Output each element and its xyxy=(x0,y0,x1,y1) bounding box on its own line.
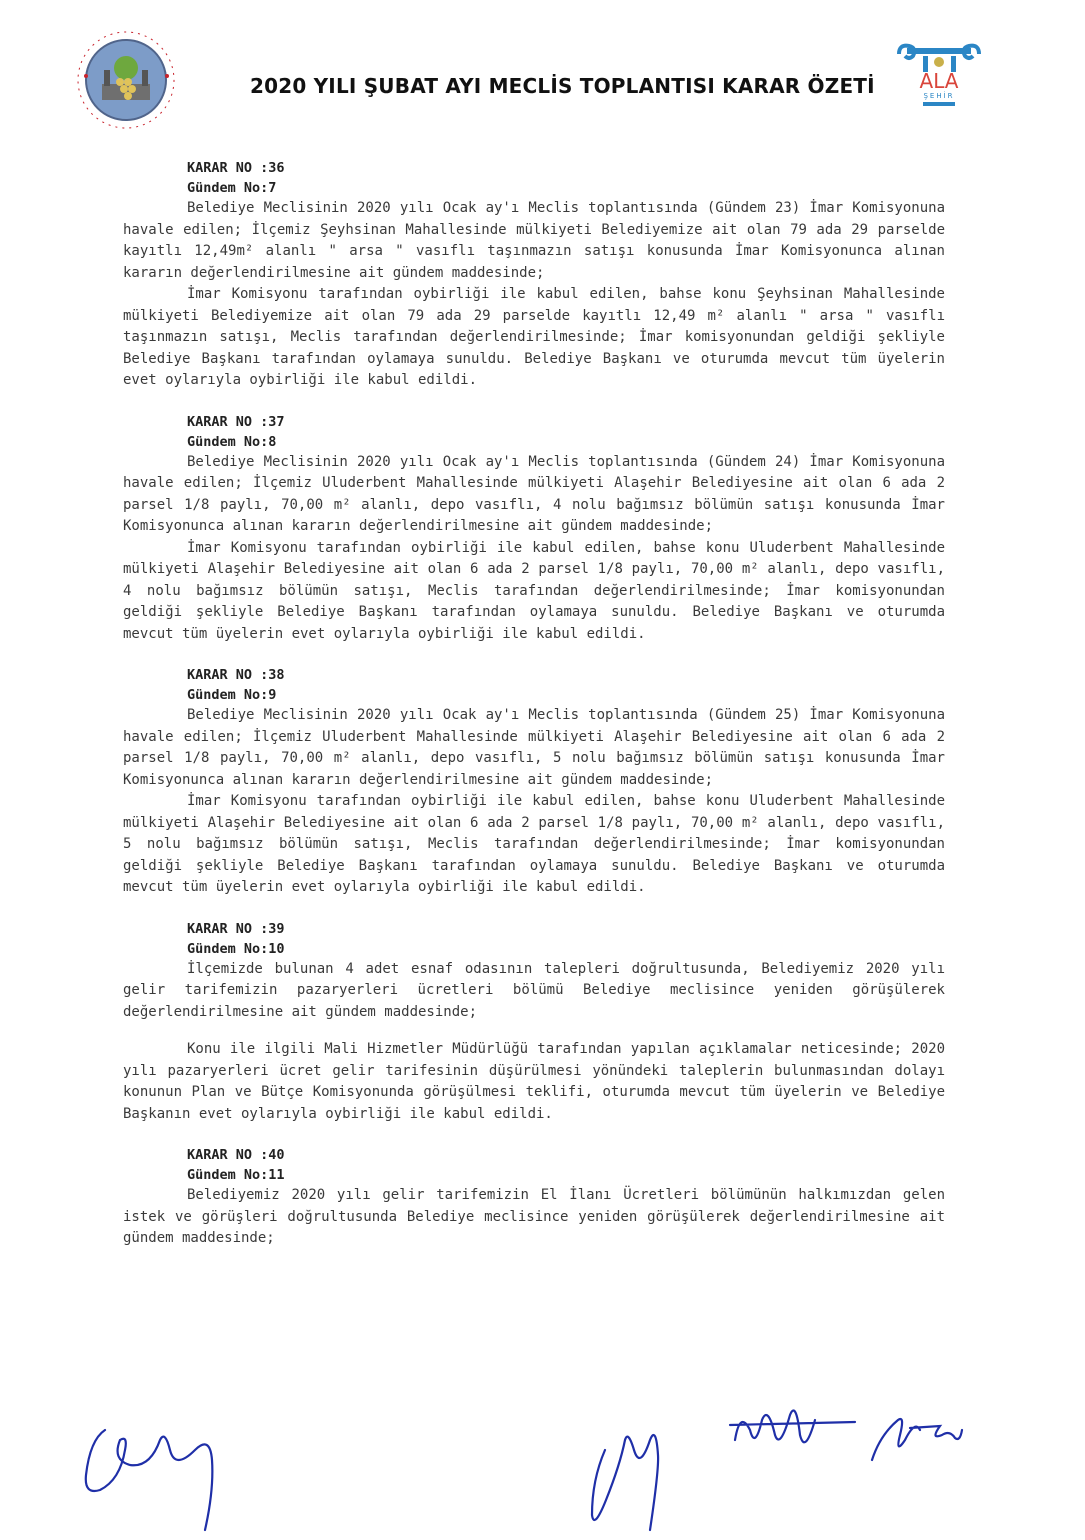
gundem-number: Gündem No:11 xyxy=(187,1167,285,1183)
decision-paragraph: İlçemizde bulunan 4 adet esnaf odasının talepleri doğrultusunda, Belediyemiz 2020 yılı gelir tarifemizin pazaryerleri ücretleri bölümü Belediye meclisince yeniden görüşülerek değerlendirilmesine ait gündem maddesinde; xyxy=(123,960,945,1020)
decision-section-40 xyxy=(123,1145,945,1250)
page-title: 2020 YILI ŞUBAT AYI MECLİS TOPLANTISI KARAR ÖZETİ xyxy=(250,74,875,98)
karar-number: KARAR NO :38 xyxy=(187,667,285,683)
signature-4 xyxy=(872,1419,962,1460)
karar-number: KARAR NO :37 xyxy=(187,413,285,430)
document-header xyxy=(0,0,1085,140)
decision-section-36 xyxy=(123,158,945,392)
signature-3 xyxy=(730,1411,855,1443)
svg-text:ŞEHİR: ŞEHİR xyxy=(923,92,955,100)
signature-1 xyxy=(86,1430,213,1530)
decision-paragraph: Belediye Meclisinin 2020 yılı Ocak ay'ı Meclis toplantısında (Gündem 23) İmar Komisyonuna havale edilen; İlçemiz Şeyhsinan Mahallesinde mülkiyeti Belediyemize ait olan 79 ada 29 parselde kayıtlı 12,49m² alanlı " arsa " vasıflı taşınmazın satışı konusunda İmar Komisyonunca alınan kararın değerlendirilmesine ait gündem maddesinde; xyxy=(123,200,945,281)
decision-paragraph: İmar Komisyonu tarafından oybirliği ile kabul edilen, bahse konu Şeyhsinan Mahallesinde mülkiyeti Belediyemize ait olan 79 ada 29 parselde kayıtlı 12,49 m² alanlı " arsa " vasıflı taşınmazın satışı, Meclis tarafından değerlendirilmesinde; İmar komisyonundan geldiği şekliyle Belediye Başkanı tarafından oylamaya sunuldu. Belediye Başkanı ve oturumda mevcut tüm üyelerin evet oylarıyla oybirliği ile kabul edildi. xyxy=(123,286,945,388)
decision-paragraph: Belediye Meclisinin 2020 yılı Ocak ay'ı Meclis toplantısında (Gündem 25) İmar Komisyonuna havale edilen; İlçemiz Uluderbent Mahallesinde mülkiyeti Alaşehir Belediyesine ait olan 6 ada 2 parsel 1/8 paylı, 70,00 m² alanlı, depo vasıflı, 5 nolu bağımsız bölümün satışı konusunda İmar Komisyonunca alınan kararın değerlendirilmesine ait gündem maddesinde; xyxy=(123,707,945,788)
decision-summary-body xyxy=(123,158,945,1270)
decision-section-37 xyxy=(123,412,945,646)
municipality-seal-logo xyxy=(70,24,182,136)
decision-paragraph: İmar Komisyonu tarafından oybirliği ile kabul edilen, bahse konu Uluderbent Mahallesinde mülkiyeti Alaşehir Belediyesine ait olan 6 ada 2 parsel 1/8 paylı, 70,00 m² alanlı, depo vasıflı, 5 nolu bağımsız bölümün satışı, Meclis tarafından değerlendirilmesinde; İmar komisyonundan geldiği şekliyle Belediye Başkanı tarafından oylamaya sunuldu. Belediye Başkanı ve oturumda mevcut tüm üyelerin evet oylarıyla oybirliği ile kabul edildi. xyxy=(123,793,945,895)
gundem-number: Gündem No:8 xyxy=(187,433,277,450)
gundem-number: Gündem No:10 xyxy=(187,940,285,957)
gundem-number: Gündem No:7 xyxy=(187,180,277,196)
karar-number: KARAR NO :39 xyxy=(187,920,285,937)
decision-paragraph: Belediye Meclisinin 2020 yılı Ocak ay'ı Meclis toplantısında (Gündem 24) İmar Komisyonuna havale edilen; İlçemiz Uluderbent Mahallesinde mülkiyeti Alaşehir Belediyesine ait olan 6 ada 2 parsel 1/8 paylı, 70,00 m² alanlı, depo vasıflı, 4 nolu bağımsız bölümün satışı konusunda İmar Komisyonunca alınan kararın değerlendirilmesine ait gündem maddesinde; xyxy=(123,453,945,534)
gundem-number: Gündem No:9 xyxy=(187,687,277,703)
alasehir-brand-logo xyxy=(893,40,985,110)
decision-section-39 xyxy=(123,919,945,1126)
decision-paragraph: İmar Komisyonu tarafından oybirliği ile kabul edilen, bahse konu Uluderbent Mahallesinde mülkiyeti Alaşehir Belediyesine ait olan 6 ada 2 parsel 1/8 paylı, 70,00 m² alanlı, depo vasıflı, 4 nolu bağımsız bölümün satışı, Meclis tarafından değerlendirilmesinde; İmar komisyonundan geldiği şekliyle Belediye Başkanı tarafından oylamaya sunuldu. Belediye Başkanı ve oturumda mevcut tüm üyelerin evet oylarıyla oybirliği ile kabul edildi. xyxy=(123,539,945,642)
decision-paragraph: Konu ile ilgili Mali Hizmetler Müdürlüğü tarafından yapılan açıklamalar neticesinde; 2020 yılı pazaryerleri ücret gelir tarifesinin düşürülmesi yönündeki taleplerin bulunmasından dolayı konunun Plan ve Bütçe Komisyonunda görüşülmesi teklifi, oturumda mevcut tüm üyelerin ve Belediye Başkanın evet oylarıyla oybirliği ile kabul edildi. xyxy=(123,1041,945,1122)
svg-text:ALA: ALA xyxy=(919,69,959,93)
karar-number: KARAR NO :36 xyxy=(187,160,285,176)
signature-2 xyxy=(592,1435,658,1530)
decision-paragraph: Belediyemiz 2020 yılı gelir tarifemizin El İlanı Ücretleri bölümünün halkımızdan gelen istek ve görüşleri doğrultusunda Belediye meclisince yeniden görüşülerek değerlendirilmesine ait gündem maddesinde; xyxy=(123,1187,945,1246)
decision-section-38 xyxy=(123,665,945,899)
karar-number: KARAR NO :40 xyxy=(187,1147,285,1163)
signatures-area xyxy=(0,1380,1085,1540)
